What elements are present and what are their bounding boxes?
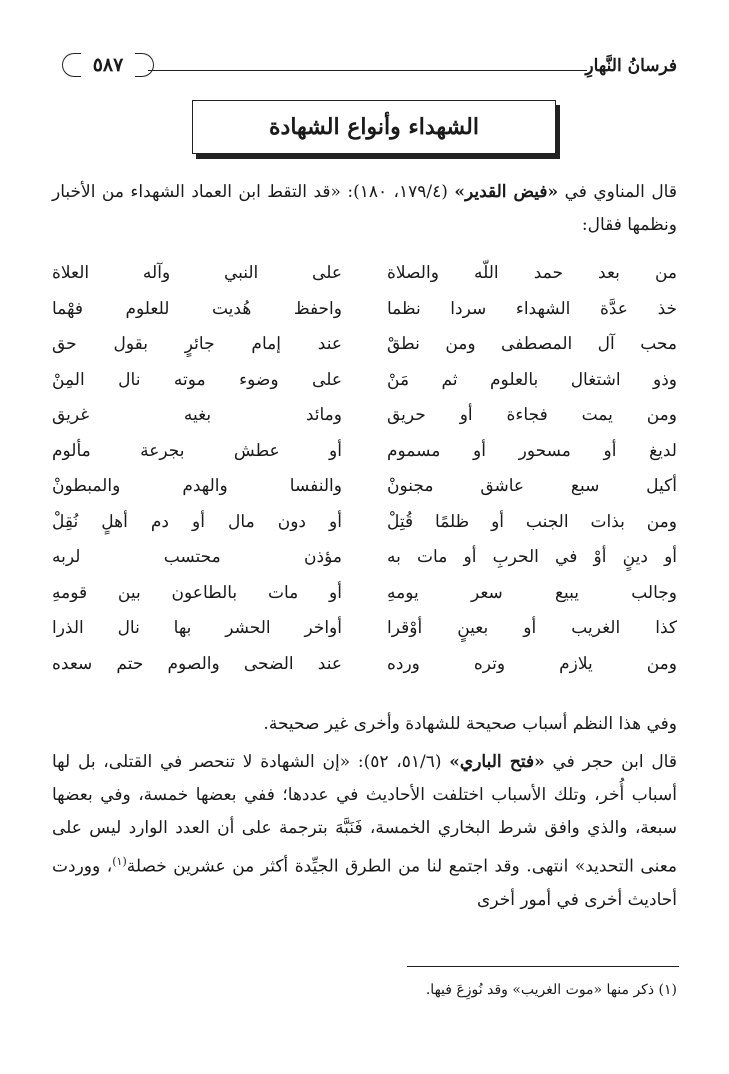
hemistich-first: ومن بذات الجنب أو ظلمًا قُتِلْ bbox=[387, 511, 677, 532]
hemistich-second: أو عطش بجرعة مألوم bbox=[52, 440, 342, 461]
hemistich-second: عند الضحى والصوم حتم سعده bbox=[52, 653, 342, 674]
hemistich-second: والنفسا والهدم والمبطونْ bbox=[52, 476, 342, 496]
ibn-hajar-pre: قال ابن حجر في bbox=[544, 752, 677, 772]
hemistich-second: أو مات بالطاعون بين قومهِ bbox=[52, 582, 342, 603]
hemistich-second: أواخر الحشر بها نال الذرا bbox=[52, 618, 342, 638]
hemistich-first: كذا الغريب أو بعينٍ أوْقرا bbox=[387, 618, 677, 638]
footnote: (١) ذكر منها «موت الغريب» وقد نُوزِعَ فيها. bbox=[425, 982, 677, 998]
hemistich-second: أو دون مال أو دم أهلٍ نُقِلْ bbox=[52, 511, 342, 532]
hemistich-second: مؤذن محتسب لربه bbox=[52, 547, 342, 567]
intro-paragraph bbox=[52, 176, 677, 242]
verse-10 bbox=[52, 578, 677, 614]
intro-post: (١٧٩/٤، ١٨٠): «قد التقط ابن العماد الشهداء من الأخبار ونظمها فقال: bbox=[52, 182, 677, 235]
ibn-hajar-tail: ، ووردت أحاديث أخرى في أمور أخرى bbox=[52, 856, 677, 910]
page-number-bracket-left bbox=[62, 53, 81, 77]
after-poem-paragraph: وفي هذا النظم أسباب صحيحة للشهادة وأخرى غير صحيحة. bbox=[263, 714, 677, 734]
intro-pre: قال المناوي في bbox=[558, 182, 677, 202]
verse-3 bbox=[52, 329, 677, 365]
intro-book-title: «فيض القدير» bbox=[454, 182, 559, 202]
hemistich-second: على وضوء موته نال المِنْ bbox=[52, 369, 342, 390]
hemistich-first: خذ عدَّة الشهداء سردا نظما bbox=[387, 298, 677, 319]
verse-11 bbox=[52, 613, 677, 649]
ibn-hajar-post: (٥١/٦، ٥٢): «إن الشهادة لا تنحصر في القتلى، بل لها أسباب أُخر، وتلك الأسباب اختلفت الأحاديث في عددها؛ ففي بعضها خمسة، وفي بعضها سبعة، والذي وافق شرط البخاري الخمسة، فَنَبَّهَ بترجمة على أن العدد الوارد ليس على معنى التحديد» انتهى. وقد اجتمع لنا من الطرق الجيِّدة أكثر من عشرين خصلة bbox=[52, 752, 678, 877]
page-number bbox=[68, 50, 148, 80]
hemistich-first: محب آل المصطفى ومن نطقْ bbox=[387, 334, 677, 354]
hemistich-first: أكيل سبع عاشق مجنونْ bbox=[387, 476, 677, 496]
ibn-hajar-book-title: «فتح الباري» bbox=[449, 752, 545, 772]
header-rule bbox=[148, 70, 587, 71]
section-title: الشهداء وأنواع الشهادة bbox=[269, 114, 479, 140]
page-number-text: ٥٨٧ bbox=[92, 54, 124, 76]
verse-8 bbox=[52, 507, 677, 543]
footnote-ref[interactable]: (١) bbox=[112, 855, 127, 868]
hemistich-first: ومن يلازم وتره ورده bbox=[387, 653, 677, 674]
hemistich-first: أو دينٍ أوْ في الحربِ أو مات به bbox=[387, 547, 677, 567]
verse-1 bbox=[52, 258, 677, 294]
verse-4 bbox=[52, 365, 677, 401]
verse-6 bbox=[52, 436, 677, 472]
page-number-bracket-right bbox=[135, 53, 154, 77]
section-title-box bbox=[192, 100, 556, 154]
ibn-hajar-paragraph bbox=[52, 746, 677, 917]
hemistich-second: ومائد بغيه غريق bbox=[52, 405, 342, 425]
poem bbox=[52, 258, 677, 684]
running-title: فرسانُ النَّهارِ bbox=[585, 56, 677, 76]
footnote-rule bbox=[407, 966, 679, 967]
hemistich-second: عند إمام جائرٍ بقول حق bbox=[52, 334, 342, 354]
verse-12 bbox=[52, 649, 677, 685]
verse-2 bbox=[52, 294, 677, 330]
hemistich-first: لديغ أو مسحور أو مسموم bbox=[387, 440, 677, 461]
hemistich-first: ومن يمت فجاءة أو حريق bbox=[387, 405, 677, 425]
verse-9 bbox=[52, 542, 677, 578]
hemistich-second: على النبي وآله العلاة bbox=[52, 263, 342, 283]
hemistich-first: من بعد حمد اللّه والصلاة bbox=[387, 263, 677, 283]
verse-5 bbox=[52, 400, 677, 436]
hemistich-first: وجالب يبيع سعر يومهِ bbox=[387, 582, 677, 603]
verse-7 bbox=[52, 471, 677, 507]
hemistich-first: وذو اشتغال بالعلوم ثم مَنْ bbox=[387, 369, 677, 390]
hemistich-second: واحفظ هُديت للعلوم فهْما bbox=[52, 298, 342, 319]
